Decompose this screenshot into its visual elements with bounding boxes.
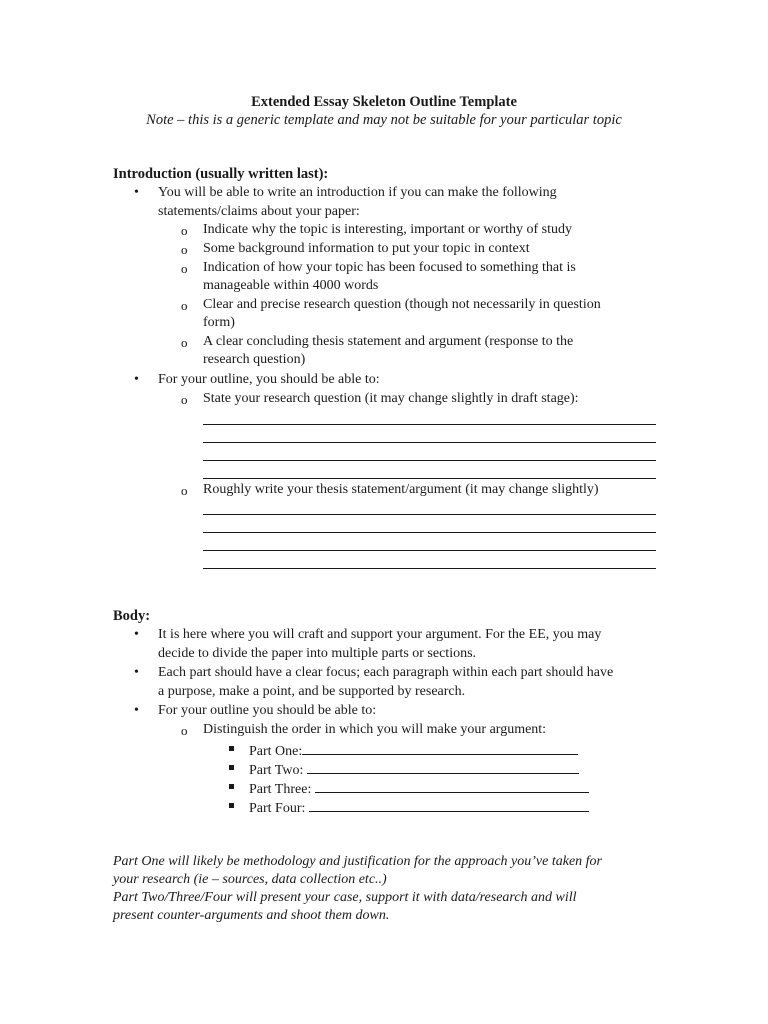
argument-order-prompt: Distinguish the order in which you will make your argument:: [203, 722, 547, 737]
sub-bullet-glyph: o: [181, 223, 188, 238]
intro-bullet-1-line-1: You will be able to write an introduction if you can make the following: [158, 185, 557, 200]
closing-note-line-4: present counter-arguments and shoot them down.: [113, 908, 390, 923]
sub-bullet-glyph: o: [181, 392, 188, 407]
bullet-glyph: •: [134, 665, 139, 680]
intro-sub-item-3-line-1: Indication of how your topic has been focused to something that is: [203, 260, 576, 275]
part-three-blank[interactable]: [315, 778, 589, 793]
square-bullet-icon: [229, 803, 234, 808]
body-bullet-3: For your outline you should be able to:: [158, 703, 377, 718]
sub-bullet-glyph: o: [181, 483, 188, 498]
intro-sub-item-3-line-2: manageable within 4000 words: [203, 278, 379, 293]
body-bullet-1-line-1: It is here where you will craft and support your argument. For the EE, you may: [158, 627, 602, 642]
thesis-line-2[interactable]: [203, 532, 656, 533]
square-bullet-icon: [229, 784, 234, 789]
thesis-line-1[interactable]: [203, 514, 656, 515]
intro-bullet-1-line-2: statements/claims about your paper:: [158, 204, 360, 219]
part-four-blank[interactable]: [309, 797, 589, 812]
square-bullet-icon: [229, 746, 234, 751]
research-question-line-2[interactable]: [203, 442, 656, 443]
closing-note-line-1: Part One will likely be methodology and justification for the approach you’ve taken for: [113, 854, 602, 869]
document-subtitle: Note – this is a generic template and may not be suitable for your particular topic: [146, 112, 622, 128]
part-two-row: [249, 759, 579, 780]
research-question-line-1[interactable]: [203, 424, 656, 425]
sub-bullet-glyph: o: [181, 261, 188, 276]
research-question-line-4[interactable]: [203, 478, 656, 479]
part-one-label: Part One:: [249, 744, 303, 759]
part-two-label: Part Two:: [249, 763, 307, 778]
sub-bullet-glyph: o: [181, 335, 188, 350]
closing-note-line-3: Part Two/Three/Four will present your case, support it with data/research and will: [113, 890, 577, 905]
bullet-glyph: •: [134, 185, 139, 200]
intro-sub-item-4-line-2: form): [203, 315, 235, 330]
part-one-row: [249, 740, 578, 761]
part-three-label: Part Three:: [249, 782, 315, 797]
body-bullet-2-line-1: Each part should have a clear focus; each paragraph within each part should have: [158, 665, 614, 680]
thesis-line-4[interactable]: [203, 568, 656, 569]
body-heading: Body:: [113, 608, 151, 624]
bullet-glyph: •: [134, 372, 139, 387]
body-bullet-2-line-2: a purpose, make a point, and be supported by research.: [158, 684, 466, 699]
introduction-heading: Introduction (usually written last):: [113, 166, 329, 182]
research-question-prompt: State your research question (it may change slightly in draft stage):: [203, 391, 579, 406]
square-bullet-icon: [229, 765, 234, 770]
part-one-blank[interactable]: [302, 740, 578, 755]
intro-sub-item-4-line-1: Clear and precise research question (though not necessarily in question: [203, 297, 601, 312]
part-three-row: [249, 778, 589, 799]
part-four-label: Part Four:: [249, 801, 309, 816]
sub-bullet-glyph: o: [181, 242, 188, 257]
research-question-line-3[interactable]: [203, 460, 656, 461]
intro-sub-item-2: Some background information to put your topic in context: [203, 241, 530, 256]
intro-sub-item-5-line-1: A clear concluding thesis statement and argument (response to the: [203, 334, 574, 349]
intro-sub-item-1: Indicate why the topic is interesting, important or worthy of study: [203, 222, 572, 237]
part-four-row: [249, 797, 589, 818]
thesis-statement-prompt: Roughly write your thesis statement/argument (it may change slightly): [203, 482, 599, 497]
bullet-glyph: •: [134, 627, 139, 642]
part-two-blank[interactable]: [307, 759, 579, 774]
thesis-line-3[interactable]: [203, 550, 656, 551]
sub-bullet-glyph: o: [181, 298, 188, 313]
body-bullet-1-line-2: decide to divide the paper into multiple parts or sections.: [158, 646, 477, 661]
closing-note-line-2: your research (ie – sources, data collection etc..): [113, 872, 387, 887]
intro-sub-item-5-line-2: research question): [203, 352, 306, 367]
sub-bullet-glyph: o: [181, 723, 188, 738]
document-title: Extended Essay Skeleton Outline Template: [251, 94, 517, 110]
bullet-glyph: •: [134, 703, 139, 718]
intro-bullet-2: For your outline, you should be able to:: [158, 372, 380, 387]
